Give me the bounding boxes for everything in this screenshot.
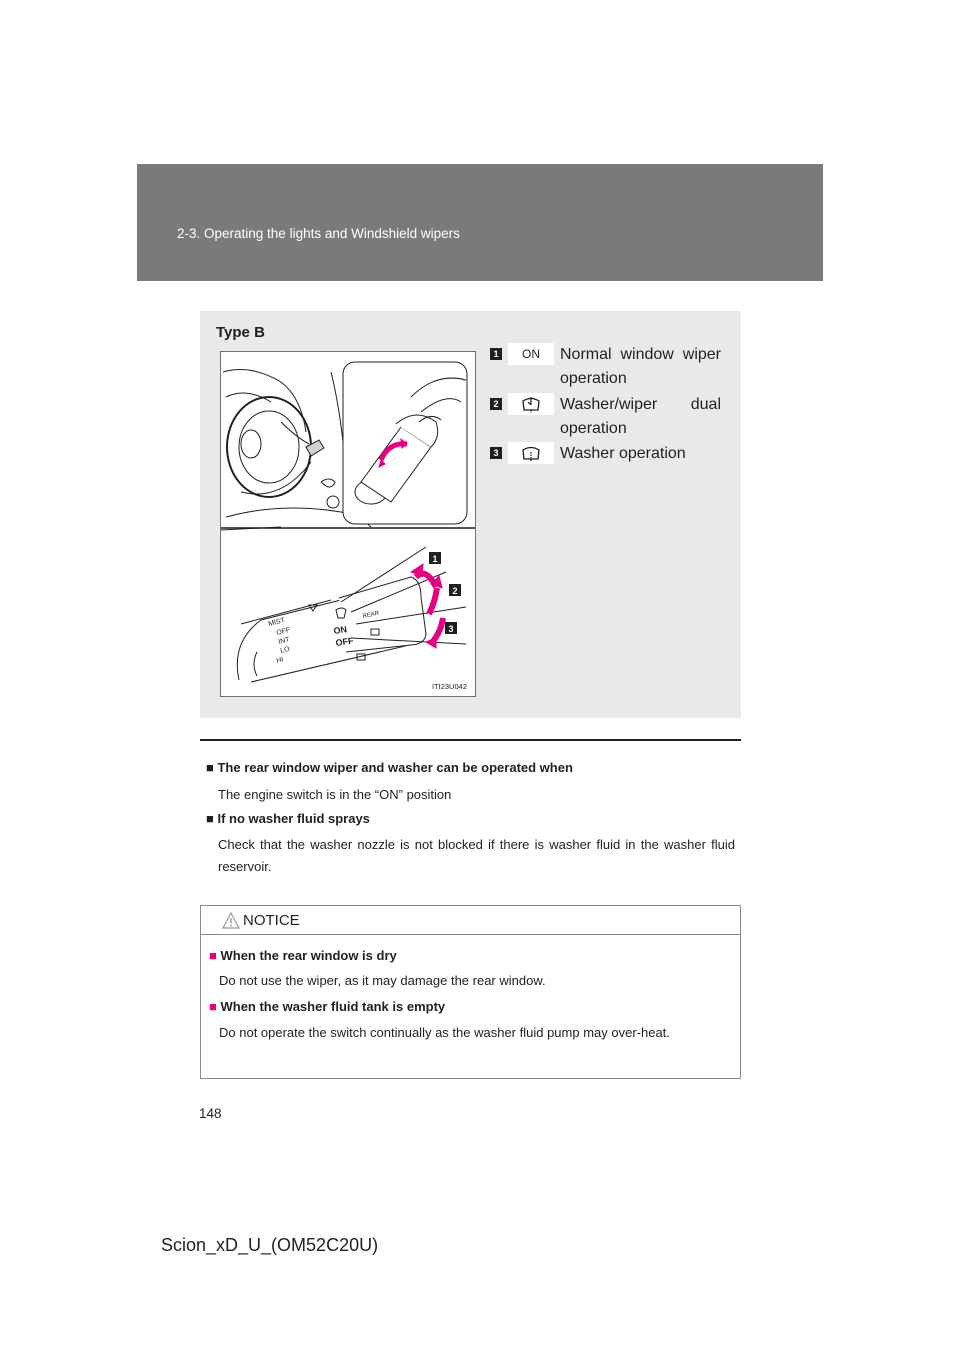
legend-description: Normal window wiper operation [560, 346, 721, 387]
lever-label-rear-off: OFF [334, 635, 355, 648]
washer-wiper-icon [519, 394, 543, 414]
section-title: 2-3. Operating the lights and Windshield wipers [177, 226, 460, 241]
legend-number: 3 [490, 447, 502, 459]
lever-label-int: INT [277, 636, 291, 646]
notice-heading [209, 948, 397, 963]
type-b-panel [200, 311, 741, 718]
legend-number: 2 [490, 398, 502, 410]
notice-box [200, 905, 741, 1079]
note-body: The engine switch is in the “ON” position [218, 787, 452, 802]
notice-heading-text: When the rear window is dry [220, 948, 397, 963]
notice-body: Do not use the wiper, as it may damage the rear window. [219, 973, 546, 988]
lever-label-mist: MIST [267, 617, 286, 628]
note-heading-text: The rear window wiper and washer can be operated when [217, 760, 573, 775]
type-heading: Type B [216, 324, 265, 341]
wiper-lever-illustration [220, 351, 476, 697]
on-symbol-label: ON [522, 347, 540, 361]
legend-symbol-on [508, 343, 554, 365]
callout-3: 3 [448, 624, 454, 634]
lever-label-rear: REAR [362, 610, 380, 620]
callout-1: 2 [452, 586, 458, 596]
legend-row-1 [490, 343, 721, 391]
section-divider [200, 739, 741, 741]
notice-heading [209, 999, 445, 1014]
notice-body: Do not operate the switch continually as the washer fluid pump may over-heat. [219, 1025, 670, 1040]
lever-label-off: OFF [275, 626, 292, 637]
legend-description: Washer/wiper dual operation [560, 396, 721, 437]
note-heading [206, 811, 370, 826]
page-number: 148 [199, 1106, 222, 1121]
warning-triangle-icon [222, 912, 240, 929]
callout-2: 1 [432, 554, 438, 564]
lever-label-on: ON [332, 624, 348, 636]
illustration-svg [221, 352, 475, 696]
washer-icon [519, 443, 543, 463]
legend-symbol [508, 393, 554, 415]
figure-code: ITI23U042 [431, 682, 467, 691]
note-heading [206, 760, 573, 775]
note-heading-text: If no washer fluid sprays [217, 811, 370, 826]
legend-number: 1 [490, 348, 502, 360]
notice-title-bar [201, 906, 740, 935]
lever-label-hi: HI [275, 656, 285, 665]
notice-title: NOTICE [243, 912, 300, 929]
legend-symbol [508, 442, 554, 464]
note-body: Check that the washer nozzle is not blocked if there is washer fluid in the washer fluid reservoir. [218, 837, 735, 874]
legend-row-2 [490, 393, 721, 441]
notice-marker: ■ [209, 948, 217, 963]
note-marker: ■ [206, 811, 214, 826]
legend-description: Washer operation [560, 445, 686, 462]
footer-code: Scion_xD_U_(OM52C20U) [161, 1235, 379, 1255]
notice-heading-text: When the washer fluid tank is empty [220, 999, 446, 1014]
note-marker: ■ [206, 760, 214, 775]
header-band [137, 164, 823, 281]
lever-label-lo: LO [279, 645, 291, 655]
notice-marker: ■ [209, 999, 217, 1014]
legend-row-3 [490, 442, 721, 466]
